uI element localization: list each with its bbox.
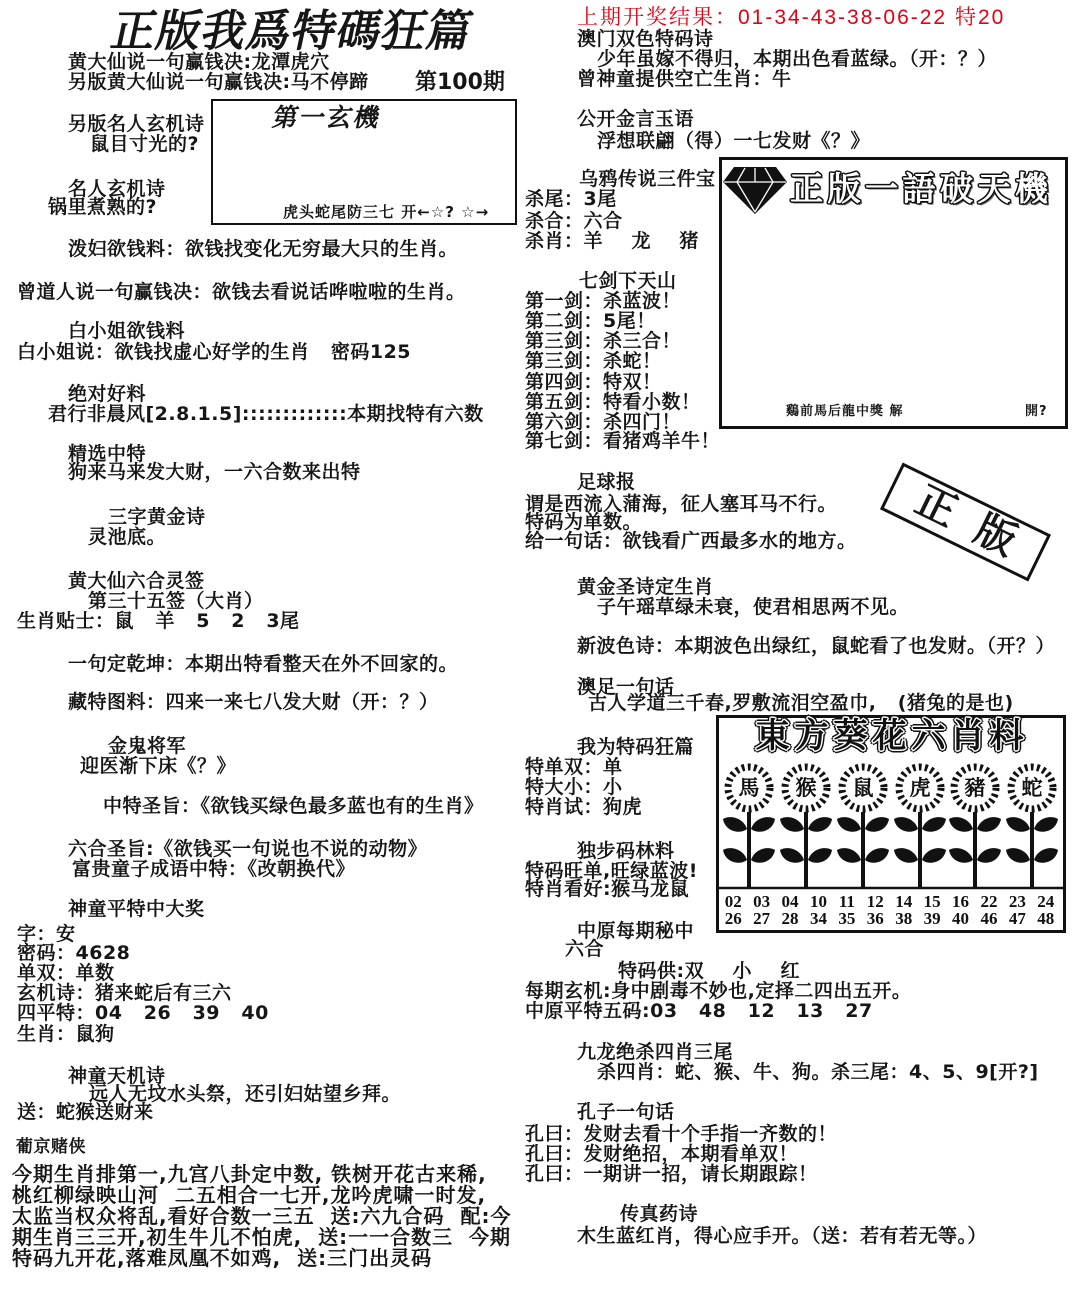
number-cell: 27 <box>753 909 771 928</box>
sunflower-zodiac: 豬 <box>964 776 986 800</box>
section-line: 字：安 <box>17 923 76 945</box>
section-line: 锅里煮熟的? <box>48 196 158 218</box>
section-title: 孔子一句话 <box>577 1101 675 1123</box>
number-cell: 23 <box>1008 892 1026 911</box>
section-title: 黄金圣诗定生肖 <box>577 576 714 598</box>
section-line: 谓是西流入蒲海，征人塞耳马不行。 <box>525 493 838 515</box>
section-line: 特码为单数。 <box>525 511 643 533</box>
sunflower-zodiac: 馬 <box>738 776 760 800</box>
last-draw-numbers: 01-34-43-38-06-22 <box>738 6 948 29</box>
section-line: 每期玄机:身中剧毒不妙也,定择二四出五开。 <box>525 980 912 1002</box>
section-line: 鼠目寸光的? <box>90 133 200 155</box>
section-title: 中原每期秘中 <box>577 920 695 942</box>
xuanji-box-title: 第一玄機 <box>270 103 385 132</box>
section-line: 孔曰：发财绝招，本期看单双！ <box>525 1143 799 1165</box>
huang-daxian-line: 黄大仙说一句赢钱决:龙潭虎穴 <box>68 51 330 73</box>
section-line: 六合圣旨:《欲钱买一句说也不说的动物》 <box>68 838 428 860</box>
page-title: 正版我爲特碼狂篇 <box>106 6 478 57</box>
number-cell: 35 <box>838 909 856 928</box>
section-title: 绝对好料 <box>68 383 147 405</box>
section-title: 精选中特 <box>68 443 147 465</box>
sword-line: 第七剑：看猪鸡羊牛！ <box>525 430 721 452</box>
section-line: 君行非晨风[2.8.1.5]:::::::::::::本期找特有六数 <box>48 403 484 425</box>
section-line: 狗来马来发大财，一六合数来出特 <box>68 461 361 483</box>
section-title: 名人玄机诗 <box>68 178 166 200</box>
diamond-icon <box>722 166 788 215</box>
section-line: 密码：4628 <box>17 942 131 964</box>
huang-daxian-alt-line: 另版黄大仙说一句赢钱决:马不停蹄 <box>68 71 369 93</box>
section-subtitle: 六合 <box>565 938 605 960</box>
number-cell: 03 <box>753 892 771 911</box>
section-title: 乌鸦传说三件宝 <box>579 168 716 190</box>
section-line: 玄机诗：猪来蛇后有三六 <box>17 982 232 1004</box>
section-line: 特肖看好:猴马龙鼠 <box>525 878 690 900</box>
paragraph-line: 桃红柳绿映山河 二五相合一七开,龙吟虎啸一时发, <box>12 1183 487 1207</box>
sword-line: 第四剑：特双！ <box>525 371 662 393</box>
last-draw-special: 特20 <box>954 6 1006 29</box>
section-line: 特码供:双 小 红 <box>618 960 801 982</box>
sword-line: 第三剑：杀蛇！ <box>525 350 662 372</box>
section-title: 金鬼将军 <box>108 735 187 757</box>
paragraph-line: 特码九开花,落难凤凰不如鸡, 送:三门出灵码 <box>12 1246 433 1270</box>
sunflower-zodiac: 虎 <box>909 776 931 800</box>
section-title: 白小姐欲钱料 <box>68 320 186 342</box>
section-line: 曾道人说一句赢钱决：欲钱去看说话哗啦啦的生肖。 <box>17 281 466 303</box>
section-line: 杀合：六合 <box>525 210 623 232</box>
section-line: 泼妇欲钱料：欲钱找变化无穷最大只的生肖。 <box>68 238 459 260</box>
last-draw-label: 上期开奖结果： <box>577 6 738 29</box>
number-cell: 11 <box>838 892 855 911</box>
sunflower-zodiac: 鼠 <box>852 776 874 800</box>
section-title: 我为特码狂篇 <box>577 736 695 758</box>
section-line: 杀肖：羊 龙 猪 <box>525 230 699 252</box>
section-line: 单双：单数 <box>17 962 115 984</box>
number-row-1 <box>719 893 1060 910</box>
section-line: 特肖试：狗虎 <box>525 796 643 818</box>
number-cell: 26 <box>724 909 742 928</box>
section-title: 传真药诗 <box>620 1203 699 1225</box>
number-cell: 24 <box>1037 892 1055 911</box>
section-title: 葡京赌侠 <box>16 1137 86 1157</box>
section-title: 独步码林料 <box>577 840 675 862</box>
number-cell: 38 <box>895 909 913 928</box>
section-line: 特大小：小 <box>525 776 623 798</box>
section-line: 孔曰：一期讲一招，请长期跟踪！ <box>525 1163 818 1185</box>
number-cell: 34 <box>809 909 827 928</box>
section-title: 澳足一句话 <box>577 676 675 698</box>
section-line: 子午瑶草绿未衰，使君相思两不见。 <box>597 596 910 618</box>
section-line: 中原平特五码:03 48 12 13 27 <box>525 1000 873 1022</box>
last-draw-result <box>577 6 1005 29</box>
section-line: 送：蛇猴送财来 <box>17 1101 154 1123</box>
section-title: 神童天机诗 <box>68 1065 166 1087</box>
section-line: 中特圣旨：《欲钱买绿色最多蓝也有的生肖》 <box>103 795 484 817</box>
section-line: 迎医渐下床《？》 <box>80 755 237 777</box>
number-cell: 04 <box>781 892 799 911</box>
paragraph-line: 期生肖三三开,初生牛儿不怕虎, 送:一一合数三 今期 <box>12 1225 512 1249</box>
section-title: 另版名人玄机诗 <box>68 113 205 135</box>
yiyu-box-footer-right: 開? <box>1025 404 1048 419</box>
number-cell: 12 <box>866 892 884 911</box>
section-line: 浮想联翩（得）一七发财《？》 <box>597 130 871 152</box>
paragraph-line: 今期生肖排第一,九宫八卦定中数, 铁树开花古来稀, <box>12 1162 487 1186</box>
authentic-stamp: 正版 <box>880 462 1051 581</box>
number-cell: 14 <box>895 892 913 911</box>
yiyu-box-title: 正版一語破天機 <box>790 169 1053 208</box>
section-line: 藏特图料：四来一来七八发大财（开：？） <box>68 691 439 713</box>
number-cell: 47 <box>1008 909 1026 928</box>
section-line: 木生蓝红肖，得心应手开。（送：若有若无等。） <box>577 1225 988 1247</box>
number-row-2 <box>719 910 1060 927</box>
number-cell: 28 <box>781 909 799 928</box>
number-cell: 22 <box>980 892 998 911</box>
section-line: 特码旺单,旺绿蓝波! <box>525 860 698 882</box>
section-line: 生肖：鼠狗 <box>17 1023 115 1045</box>
section-line: 杀四肖：蛇、猴、牛、狗。杀三尾：4、5、9[开?] <box>597 1061 1039 1083</box>
section-title: 黄大仙六合灵签 <box>68 570 205 592</box>
paragraph-line: 太监当权众将乱,看好合数一三五 送:六九合码 配:今 <box>12 1204 512 1228</box>
sunflower-box-title: 東方葵花六肖料 <box>755 716 1029 756</box>
section-line: 孔曰：发财去看十个手指一齐数的！ <box>525 1123 838 1145</box>
section-title: 七剑下天山 <box>579 270 677 292</box>
section-line: 特单双：单 <box>525 756 623 778</box>
sword-line: 第六剑：杀四门！ <box>525 411 682 433</box>
section-line: 古人学道三千春,罗敷流泪空盈巾, (猪兔的是也) <box>588 692 1014 714</box>
number-cell: 02 <box>724 892 742 911</box>
section-line: 新波色诗：本期波色出绿红，鼠蛇看了也发财。（开？） <box>577 635 1056 657</box>
section-line: 曾神童提供空亡生肖：牛 <box>577 68 792 90</box>
issue-number: 第100期 <box>415 70 505 95</box>
section-line: 灵池底。 <box>88 526 167 548</box>
section-line: 杀尾：3尾 <box>525 188 617 210</box>
sword-line: 第三剑：杀三合！ <box>525 330 682 352</box>
sword-line: 第一剑：杀蓝波！ <box>525 290 682 312</box>
section-title: 三字黄金诗 <box>108 506 206 528</box>
section-title: 公开金言玉语 <box>577 108 695 130</box>
number-cell: 10 <box>809 892 827 911</box>
section-line: 一句定乾坤：本期出特看整天在外不回家的。 <box>68 653 459 675</box>
section-line: 四平特：04 26 39 40 <box>17 1002 269 1024</box>
number-cell: 15 <box>923 892 941 911</box>
section-title: 九龙绝杀四肖三尾 <box>577 1041 734 1063</box>
yiyu-box-footer-left: 鷄前馬后龍中獎 解 <box>786 404 904 419</box>
number-cell: 39 <box>923 909 941 928</box>
number-cell: 46 <box>980 909 998 928</box>
section-line: 给一句话：欲钱看广西最多水的地方。 <box>525 530 857 552</box>
xuanji-box-footer: 虎头蛇尾防三七 开←☆? ☆→ <box>283 203 490 221</box>
section-line: 远人无坟水头祭，还引妇姑望乡拜。 <box>89 1083 402 1105</box>
section-line: 富贵童子成语中特：《改朝换代》 <box>72 858 356 880</box>
number-cell: 16 <box>952 892 970 911</box>
number-cell: 40 <box>952 909 970 928</box>
section-title: 神童平特中大奖 <box>68 898 205 920</box>
number-cell: 48 <box>1037 909 1055 928</box>
section-line: 白小姐说：欲钱找虚心好学的生肖 密码125 <box>17 341 412 363</box>
section-line: 少年虽嫁不得归，本期出色看蓝绿。（开：？） <box>597 48 998 70</box>
sunflower-zodiac: 蛇 <box>1021 776 1043 800</box>
sunflower-zodiac: 猴 <box>795 776 817 800</box>
number-cell: 36 <box>866 909 884 928</box>
sword-line: 第二剑：5尾！ <box>525 310 656 332</box>
section-title: 澳门双色特码诗 <box>577 28 714 50</box>
section-line: 生肖贴士：鼠 羊 5 2 3尾 <box>17 610 300 632</box>
section-line: 第三十五签（大肖） <box>88 590 264 612</box>
sword-line: 第五剑：特看小数！ <box>525 391 701 413</box>
section-title: 足球报 <box>577 471 636 493</box>
